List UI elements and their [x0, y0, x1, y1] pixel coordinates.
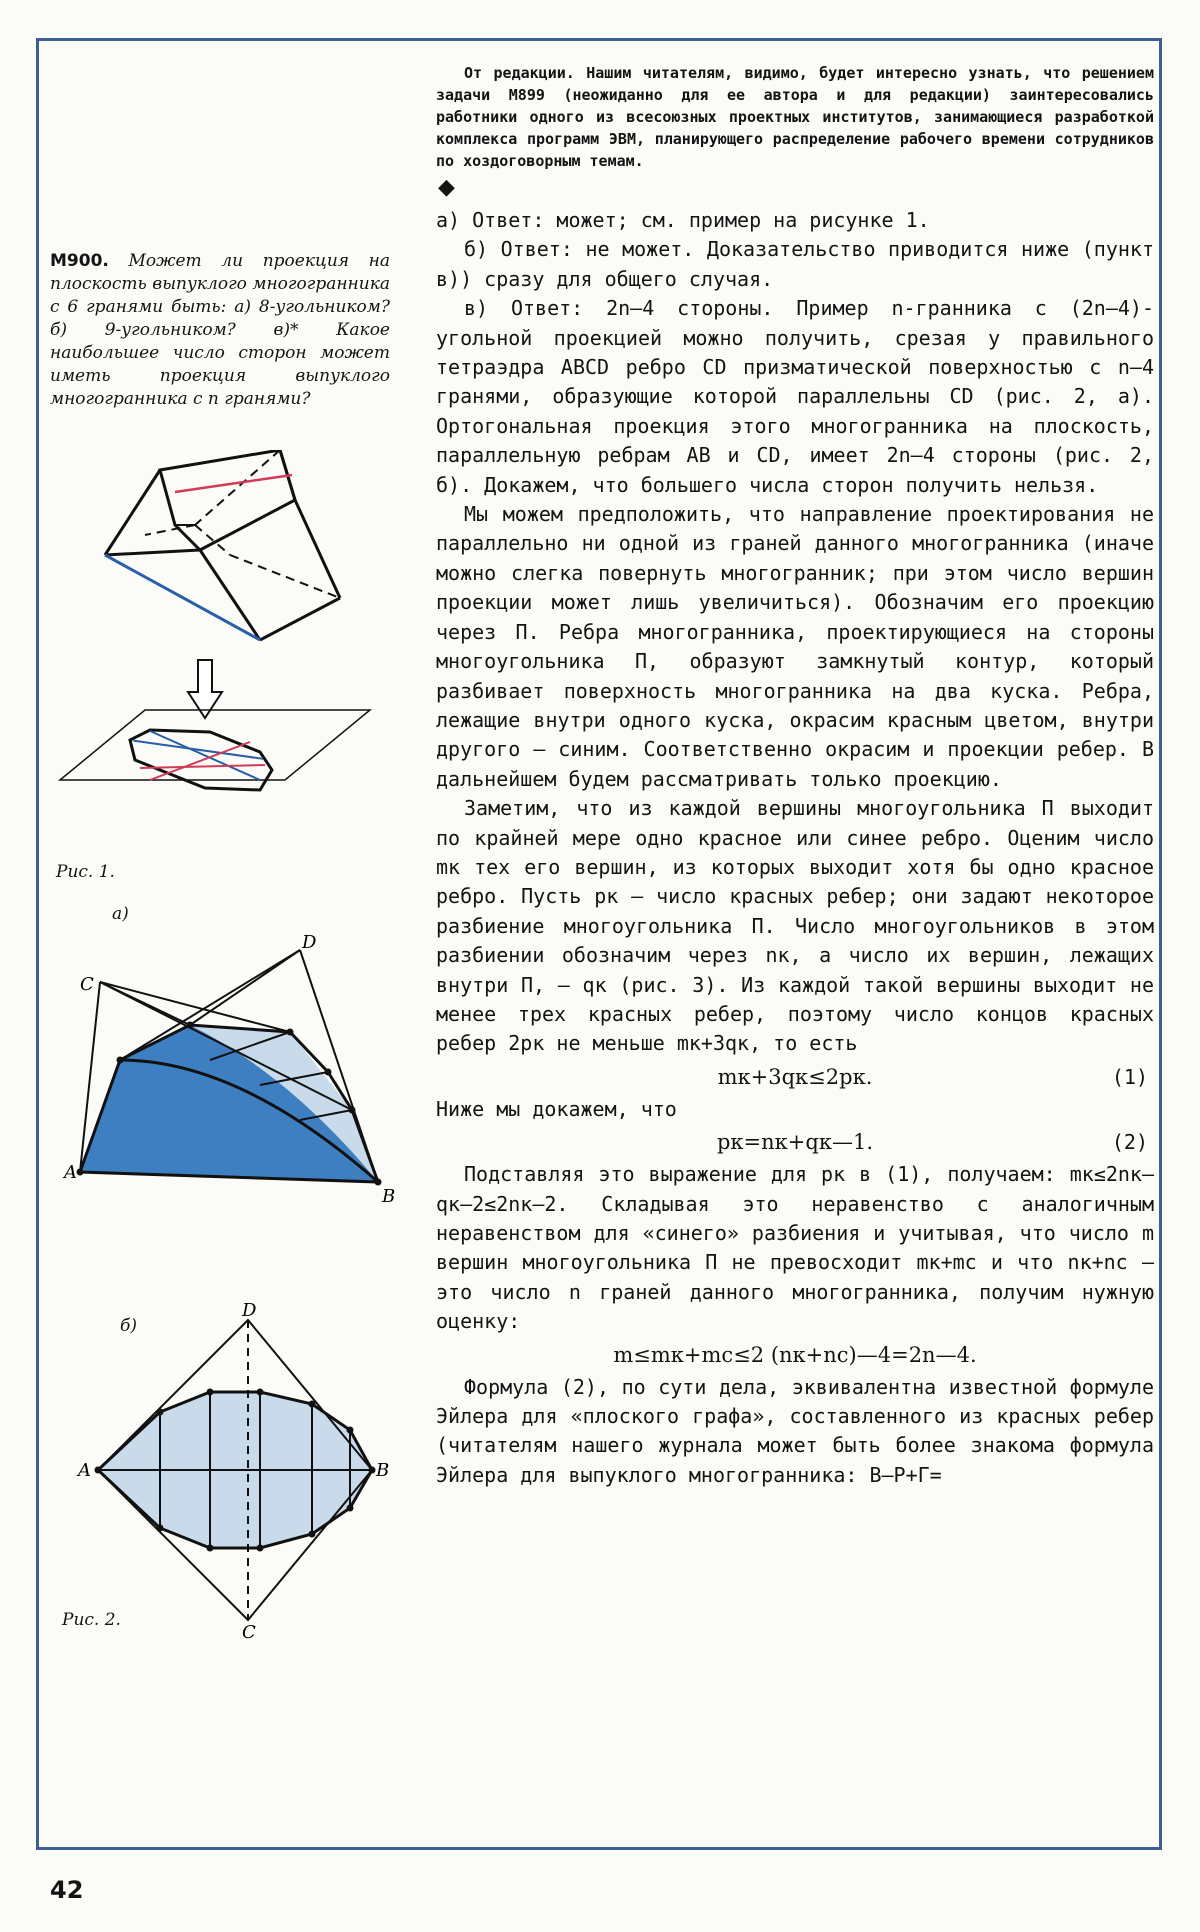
paragraph-3: Ниже мы докажем, что [436, 1096, 677, 1121]
formula-3 [436, 1339, 1154, 1371]
fig2a-vertex-c: C [80, 974, 94, 995]
figure-1 [50, 450, 390, 870]
fig1-blue-edge [105, 555, 260, 640]
article-body [436, 62, 1154, 1490]
editor-note: От редакции. Нашим читателям, видимо, будет интересно узнать, что решением задачи М899 (неожиданно для ее автора и для редакции) заинтересовались работники одного из всесоюзных проектных институтов, занимающиеся разработкой комплекса программ ЭВМ, планирующего распределение рабочего времени сотрудников по хоздоговорным темам. [436, 64, 1154, 170]
problem-statement [50, 250, 390, 411]
paragraph-4: Подставляя это выражение для pк в (1), получаем: mк≤2nк—qк—2≤2nк—2. Складывая это неравенство с аналогичным неравенством для «синего» разбиения и учитывая, что число m вершин многоугольника П не превосходит mк+mс и что nк+nс — это число n граней данного многогранника, получим нужную оценку: [436, 1162, 1154, 1334]
formula-2-text: pк=nк+qк—1. [716, 1130, 873, 1155]
figure-2a [50, 910, 400, 1230]
fig2a-vertex-a: A [64, 1162, 77, 1183]
separator-diamond: ◆ [438, 175, 455, 200]
fig2-caption: Рис. 2. [62, 1610, 121, 1630]
fig1-red-edge [175, 475, 292, 492]
formula-1 [436, 1061, 1154, 1093]
fig1-polyhedron [105, 450, 340, 640]
fig2a-vertex-b: B [382, 1186, 396, 1207]
fig2a-label: а) [112, 904, 129, 924]
answer-a: а) Ответ: может; см. пример на рисунке 1. [436, 208, 930, 232]
formula-2 [436, 1126, 1154, 1158]
paragraph-2: Заметим, что из каждой вершины многоугольника П выходит по крайней мере одно красное или синее ребро. Оценим число mк тех его вершин, из которых выходит хотя бы одно красное ребро. Пусть pк — число красных ребер; они задают некоторое разбиение многоугольника П. Число многоугольников в этом разбиении обозначим через nк, а число их вершин, лежащих внутри П, — qк (рис. 3). Из каждой такой вершины выходит не менее трех красных ребер, поэтому число концов красных ребер 2pк не меньше mк+3qк, то есть [436, 796, 1154, 1056]
formula-3-text: m≤mк+mс≤2 (nк+nс)—4=2n—4. [613, 1342, 977, 1367]
answer-b: б) Ответ: не может. Доказательство приводится ниже (пункт в)) сразу для общего случая. [436, 237, 1154, 291]
fig2b-label: б) [120, 1316, 138, 1336]
fig1-caption: Рис. 1. [56, 862, 115, 882]
page-number: 42 [50, 1876, 84, 1904]
fig2a-vertex-d: D [302, 932, 317, 953]
formula-1-number: (1) [1111, 1064, 1148, 1089]
problem-text: Может ли проекция на плоскость выпуклого многогранника с 6 гранями быть: а) 8-угольником? б) 9-угольником? в)* Какое наибольшее число сторон может иметь проекция выпуклого многогранника с n гранями? [50, 251, 391, 409]
projection-plane [60, 710, 370, 780]
fig2b-vertex-c: C [242, 1622, 256, 1640]
formula-2-number: (2) [1111, 1130, 1148, 1155]
paragraph-1: Мы можем предположить, что направление проектирования не параллельно ни одной из граней данного многогранника (иначе можно слегка повернуть многогранник; при этом число вершин проекции может лишь увеличиться). Обозначим его проекцию через П. Ребра многогранника, проектирующиеся на стороны многоугольника П, образуют замкнутый контур, который разбивает поверхность многогранника на два куска. Ребра, лежащие внутри одного куска, окрасим красным цветом, внутри другого — синим. Соответственно окрасим и проекции ребер. В дальнейшем будем рассматривать только проекцию. [436, 502, 1154, 791]
formula-1-text: mк+3qк≤2pк. [717, 1064, 873, 1089]
problem-number: М900. [50, 251, 109, 271]
figure-2b [50, 1300, 420, 1640]
fig2b-vertex-a: A [78, 1460, 91, 1481]
fig2b-vertex-d: D [242, 1300, 257, 1321]
answer-c: в) Ответ: 2n—4 стороны. Пример n-гранника с (2n—4)-угольной проекцией можно получить, срезая у правильного тетраэдра ABCD ребро CD призматической поверхностью с n—4 гранями, образующие которой параллельны CD (рис. 2, а). Ортогональная проекция этого многогранника на плоскость, параллельную ребрам AB и CD, имеет 2n—4 стороны (рис. 2, б). Докажем, что большего числа сторон получить нельзя. [436, 296, 1154, 497]
paragraph-5: Формула (2), по сути дела, эквивалентна известной формуле Эйлера для «плоского графа», составленного из красных ребер (читателям нашего журнала может быть более знакома формула Эйлера для выпуклого многогранника: В—Р+Г= [436, 1374, 1154, 1487]
fig2b-vertex-b: B [376, 1460, 390, 1481]
